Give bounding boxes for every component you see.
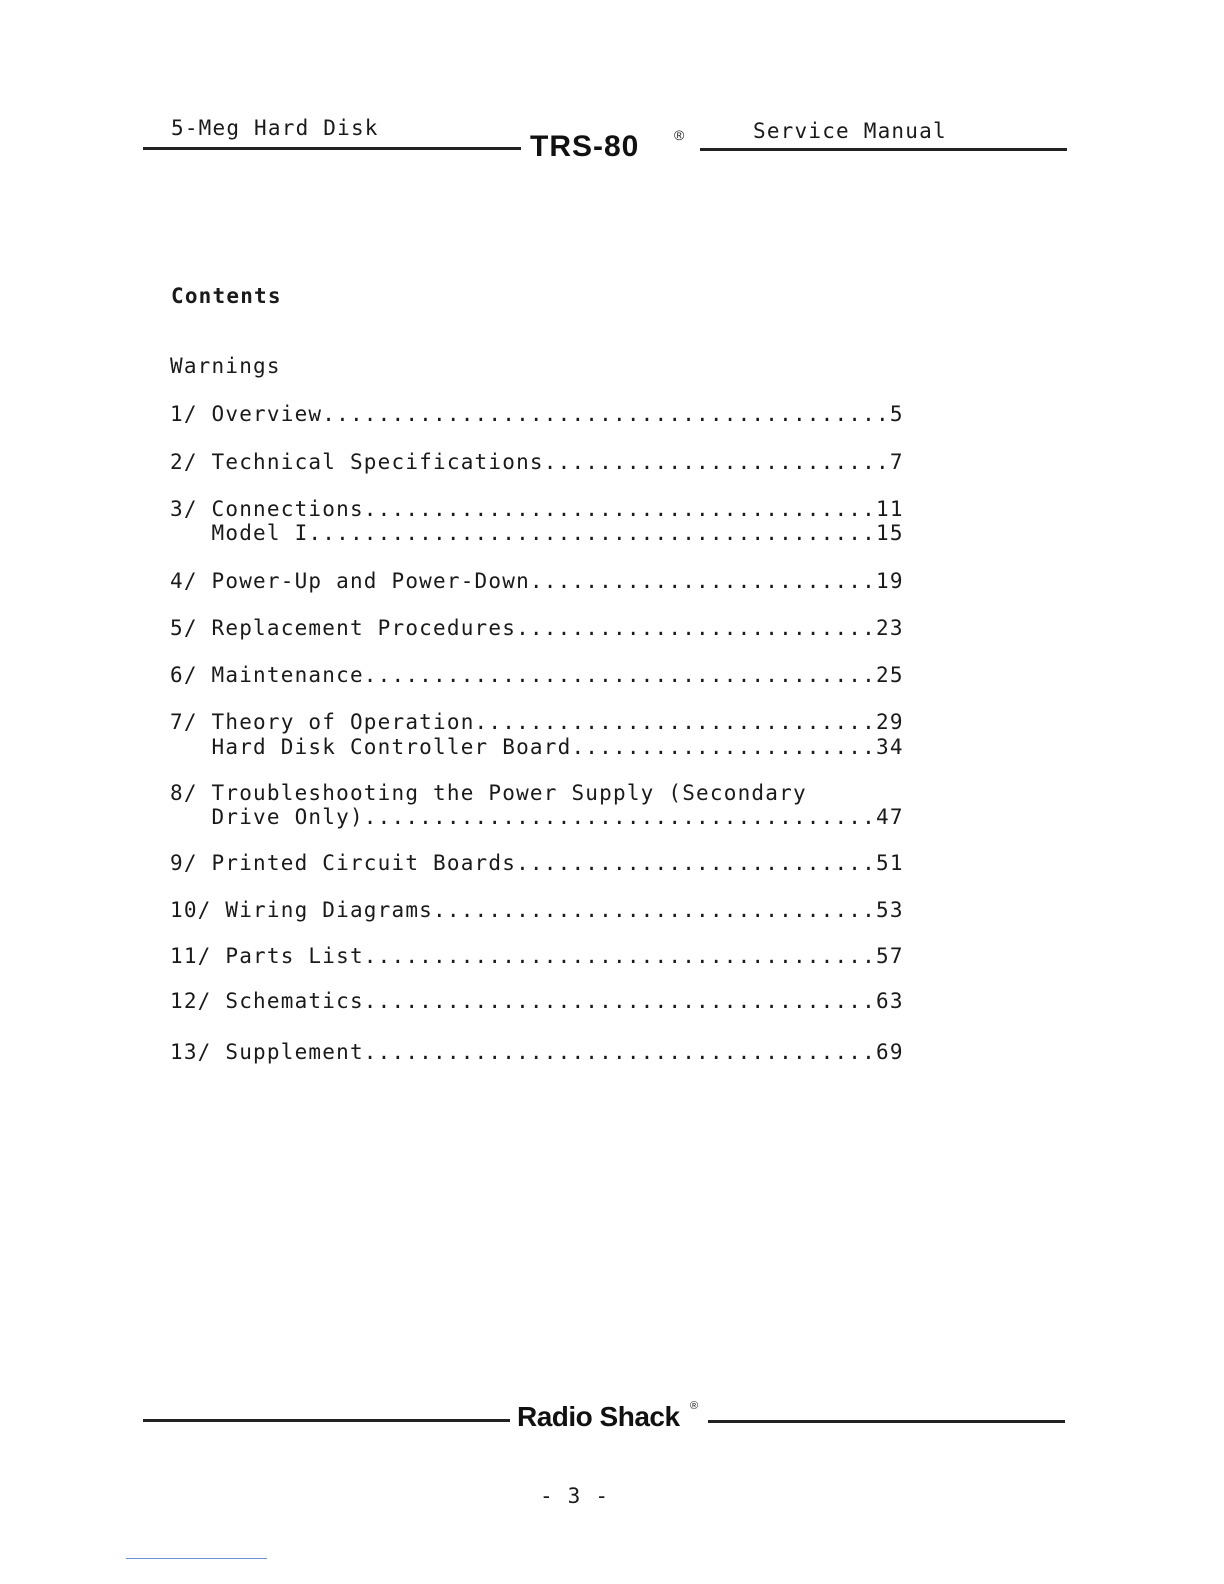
toc-entry: 13/ Supplement.....................................69	[170, 1040, 904, 1064]
trs80-logo: TRS-80	[530, 130, 640, 163]
header-left-title: 5-Meg Hard Disk	[171, 116, 379, 140]
toc-entry: 12/ Schematics.....................................63	[170, 989, 904, 1013]
header-rule-right	[700, 148, 1067, 151]
toc-entry: 6/ Maintenance.....................................25	[170, 663, 904, 687]
toc-entry: Drive Only).....................................47	[170, 805, 904, 829]
scan-artifact-line	[126, 1558, 267, 1559]
header-rule-left	[143, 147, 521, 150]
toc-entry: Hard Disk Controller Board......................34	[170, 735, 904, 759]
registered-mark: ®	[674, 127, 685, 143]
toc-entry: Model I.........................................15	[170, 521, 904, 545]
toc-entry: 8/ Troubleshooting the Power Supply (Secondary	[170, 781, 807, 805]
contents-heading: Contents	[171, 284, 282, 308]
toc-entry: 10/ Wiring Diagrams................................53	[170, 898, 904, 922]
toc-entry: 2/ Technical Specifications.........................7	[170, 450, 904, 474]
toc-entry: 9/ Printed Circuit Boards..........................51	[170, 851, 904, 875]
header-right-title: Service Manual	[753, 119, 947, 143]
toc-entry: 4/ Power-Up and Power-Down.........................19	[170, 569, 904, 593]
toc-entry: 5/ Replacement Procedures..........................23	[170, 616, 904, 640]
toc-entry: 3/ Connections.....................................11	[170, 497, 904, 521]
warnings-entry: Warnings	[170, 354, 281, 378]
page-number: - 3 -	[540, 1484, 610, 1508]
toc-entry: 11/ Parts List.....................................57	[170, 944, 904, 968]
registered-mark: ®	[690, 1400, 699, 1412]
radio-shack-logo: Radio Shack	[517, 1401, 680, 1432]
footer-rule-right	[708, 1420, 1065, 1423]
footer-rule-left	[143, 1419, 510, 1422]
toc-entry: 1/ Overview.........................................5	[170, 402, 904, 426]
toc-entry: 7/ Theory of Operation.............................29	[170, 710, 904, 734]
